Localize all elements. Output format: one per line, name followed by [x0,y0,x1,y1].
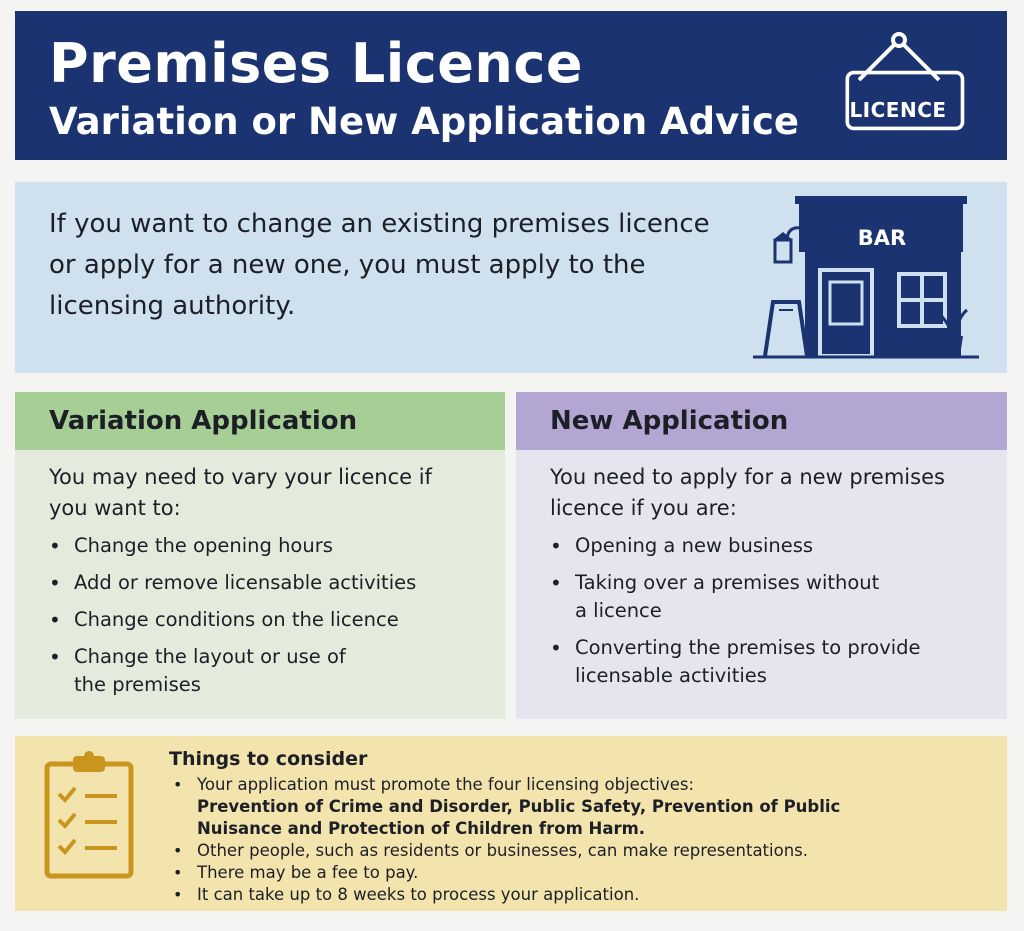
clipboard-checklist-icon [43,750,135,882]
bar-storefront-icon [735,190,985,366]
list-item-text: • Change conditions on the licence [74,608,399,631]
list-item-text: • Converting the premises to provide [575,636,921,659]
list-item [49,606,485,634]
new-application-panel [516,392,1007,719]
variation-intro-line: You may need to vary your licence if [49,465,432,489]
list-item [169,774,989,840]
list-item-text: Other people, such as residents or businesses, can make representations. [197,841,808,860]
list-item-text: • Taking over a premises without [575,571,880,594]
intro-line: If you want to change an existing premises licence [49,209,710,239]
list-item-text: licensable activities [575,664,767,687]
licensing-objectives-text: Prevention of Crime and Disorder, Public Safety, Prevention of Public [197,797,841,816]
list-item [169,862,989,884]
bar-sign-label: BAR [857,226,907,250]
intro-line: or apply for a new one, you must apply to the [49,250,646,280]
licence-sign-icon [833,28,969,140]
consider-list [169,774,989,906]
list-item [550,532,987,560]
new-application-list [550,532,987,690]
licensing-objectives-text: Nuisance and Protection of Children from Harm. [197,819,646,838]
new-application-intro-line: You need to apply for a new premises [550,465,945,489]
list-item [49,569,485,597]
list-item [550,569,987,625]
licence-sign-label: LICENCE [849,98,947,122]
list-item-text: There may be a fee to pay. [197,863,419,882]
consider-title: Things to consider [169,748,368,770]
list-item-text: the premises [74,673,201,696]
list-item [49,643,485,699]
intro-line: licensing authority. [49,291,296,321]
list-item [49,532,485,560]
new-application-heading: New Application [516,392,1007,450]
page-title: Premises Licence [49,32,583,95]
list-item-text: • Add or remove licensable activities [74,571,417,594]
new-application-intro-line: licence if you are: [550,496,737,520]
new-application-intro [550,462,987,524]
list-item [550,634,987,690]
variation-intro [49,462,485,524]
list-item-text: • Change the opening hours [74,534,333,557]
header-banner [15,11,1007,160]
list-item [169,884,989,906]
intro-panel [15,182,1007,373]
intro-text [49,204,729,327]
list-item-text: • Change the layout or use of [74,645,346,668]
variation-application-panel [15,392,505,719]
variation-list [49,532,485,699]
list-item-text: a licence [575,599,662,622]
variation-heading: Variation Application [15,392,505,450]
page-subtitle: Variation or New Application Advice [49,100,799,143]
variation-intro-line: you want to: [49,496,181,520]
things-to-consider-panel [15,736,1007,911]
list-item [169,840,989,862]
list-item-text: • Opening a new business [575,534,814,557]
list-item-text: Your application must promote the four licensing objectives: [197,775,695,794]
list-item-text: It can take up to 8 weeks to process your application. [197,885,640,904]
